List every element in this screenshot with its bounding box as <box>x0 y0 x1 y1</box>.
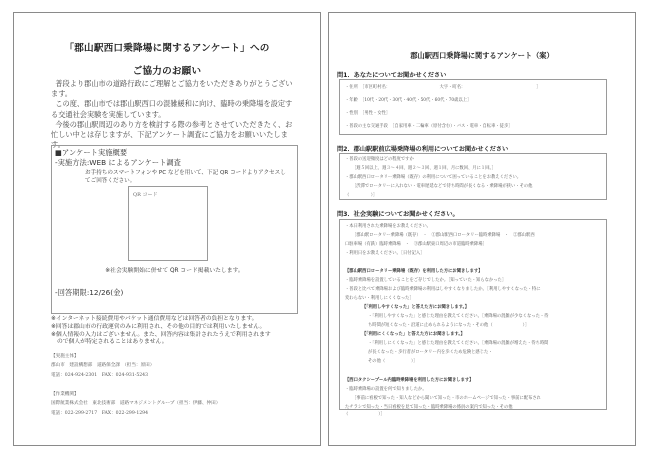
question1-box <box>339 79 607 135</box>
q3-line: ・利用日をお教えください。［日付記入］ <box>345 251 425 256</box>
outline-header: ■アンケート実施概要 <box>55 148 128 157</box>
letter-intro <box>51 79 297 150</box>
survey-method: -実施方法:WEB によるアンケート調査 <box>55 158 181 167</box>
intro-paragraph: 普段より郡山市の道路行政にご理解とご協力をいただきありがとうございます。 <box>51 79 293 99</box>
q3-line: たチラシで知った・当日看板を見て知った・臨時乗降場の係員の案内で知った・その他 <box>345 405 513 410</box>
q3-line: ［事前に看板で知った・知人などから聞いて知った・市のホームページで知った・事前に配布され <box>352 396 541 401</box>
q1-address-line: ・住所 ［市区町村名： 大字・町名： ］ <box>345 85 541 90</box>
q3-line: ・本日利用された乗降場をお教えください。 <box>345 224 431 229</box>
q2-line: ・普段の送迎頻度はどの程度ですか <box>345 157 414 162</box>
questionnaire-page <box>328 12 636 446</box>
response-deadline: -回答期限:12/26(金) <box>55 288 124 297</box>
q3-section-heading: 【郡山駅西口ロータリー乗降場（既存）を利用した方にお聞きします】 <box>345 269 483 274</box>
question2-heading: 問2．郡山駅駅前広場乗降場の利用についてお聞かせください <box>337 146 509 153</box>
q3-line: 変わらない・利用しにくくなった］ <box>345 296 414 301</box>
qr-note: ※社会実験開始に併せて QR コード掲載いたします。 <box>105 268 244 274</box>
q3-line: ・「利用しやすくなった」と感じた理由を教えてください。［乗降場の混雑が少なくなった・待 <box>368 314 549 319</box>
q3-line: ・「利用しにくくなった」と感じた理由を教えてください。［乗降場の混雑が増えた・待ち時間 <box>368 341 549 346</box>
contractor-heading: 【作業機関】 <box>51 392 79 397</box>
questionnaire-title: 郡山駅西口乗降場に関するアンケート（案） <box>410 51 554 60</box>
q3-line: ［郡山駅ロータリー乗降場（既存） ・ ①郡山駅西口ロータリー臨時乗降場 ・ ②郡山駅西 <box>352 233 535 238</box>
q3-line: ・臨時乗降場を設置していることをご存じでしたか。［知っていた・知らなかった］ <box>345 278 507 283</box>
question2-box <box>339 153 607 200</box>
intro-paragraph: この度、郡山市では郡山駅西口の混雑緩和に向け、臨時の乗降場を設定する交通社会実験を実施しています。 <box>51 99 293 119</box>
survey-method-description: お手持ちのスマートフォンや PC などを用いて、下記 QR コードよりアクセスしてご回答ください。 <box>85 170 286 184</box>
intro-paragraph: 今後の郡山駅周辺のあり方を検討する際の参考とさせていただきたく、お忙しい中とは存じますが、下記アンケート調査にご協力をお願いいたします。 <box>51 119 293 150</box>
qr-code-placeholder[interactable] <box>128 186 208 261</box>
question1-heading: 問1．あなたについてお聞かせください <box>337 72 447 79</box>
note-item: ※回答は郡山市の行政運営のみに利用され、その他の目的では利用いたしません。 <box>51 323 266 330</box>
q3-subsection-heading: 【「利用しやすくなった」と答えた方にお聞きします。】 <box>362 305 470 310</box>
note-item: ので個人が特定されることはありません。 <box>57 339 168 346</box>
q3-line: が長くなった・歩行者がロータリー内を歩くため危険と感じた・ <box>368 350 493 355</box>
q3-section-heading: 【西口タクシープール内臨時乗降場を利用した方にお聞きします】 <box>345 378 474 383</box>
notes-list <box>51 316 301 347</box>
contractor-block <box>51 390 301 418</box>
q3-line: ・普段と比べて乗降場および臨時乗降場の利用はしやすくなりましたか。［利用しやすくなった・特に <box>345 287 541 292</box>
question3-box <box>339 219 607 410</box>
q3-line: その他（ ）］ <box>368 359 418 364</box>
q1-transport-line: ・普段の主な交通手段 ［自家用車・二輪車（原付含む）・バス・電車・自転車・徒歩］ <box>345 124 513 129</box>
contractor-contact: 電話：022-299-2717 FAX：022-299-1294 <box>51 410 149 416</box>
request-letter-page <box>13 12 321 446</box>
q1-age-line: ・年齢 ［10代・20代・30代・40代・50代・60代・70歳以上］ <box>345 98 472 103</box>
question3-heading: 問3．社会実験についてお聞かせください。 <box>337 211 459 218</box>
note-item: ※インターネット接続費用やパケット通信費用などは回答者の負担となります。 <box>51 316 258 322</box>
q3-line-last: （ ）］ <box>344 412 385 417</box>
organizer-block <box>51 352 301 380</box>
survey-outline-box <box>51 145 298 314</box>
q2-line: ・郡山駅西口ロータリー乗降場（既存）の利用について困っていることをお教えください。 <box>345 175 522 180</box>
contractor-name: 国際航業株式会社 東北技術部 道路マネジメントグループ（担当：伊藤、仲田） <box>51 401 221 407</box>
q2-line: ［週５回以上、週３〜４回、週２〜３回、週１回、月に数回、月に１回。］ <box>352 166 496 171</box>
letter-title-line1: 「郡山駅西口乗降場に関するアンケート」への <box>64 43 270 54</box>
q3-line: ち時間が短くなった・沿道に止められるようになった・その他（ ）］ <box>368 323 530 328</box>
letter-title-line2: ご協力のお願い <box>132 66 202 77</box>
q3-subsection-heading: 【「利用にくくなった」と答えた方にお聞きします。】 <box>362 332 465 337</box>
organizer-heading: 【実施主体】 <box>51 354 79 359</box>
q2-line: ［渋滞でロータリーに入れない・電車遅延などで待ち時間が長くなる・乗降場が狭い・その他 <box>352 184 533 189</box>
q3-line: 口駐車場（有鉄）臨時乗降場 ・ ③郡山駅東口周辺の市道臨時乗降場］ <box>345 242 487 247</box>
q3-line: ・臨時乗降場の設置を何で知りましたか。 <box>345 387 427 392</box>
q2-line: （ ）］ <box>345 193 378 198</box>
q1-gender-line: ・性別 ［男性・女性］ <box>345 111 391 116</box>
note-item: ※個人情報の入力はございません。また、回答内容は集計されたうえで利用されます <box>51 331 271 338</box>
organizer-name: 郡山市 建設構想部 道路保全課 （担当：原田） <box>51 363 155 369</box>
organizer-contact: 電話：024-924-2301 FAX：024-931-5243 <box>51 372 149 378</box>
qr-code-label: QR コード <box>133 192 158 198</box>
